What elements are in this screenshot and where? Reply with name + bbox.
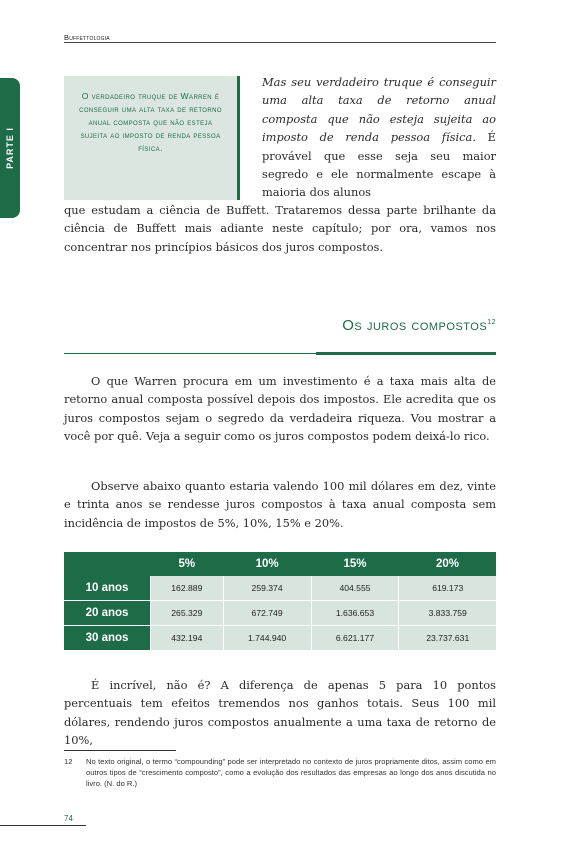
paragraph-1-text: O que Warren procura em um investimento é a taxa mais alta de retorno anual composta possível depois dos impostos. Ele acredita que os juros compostos sejam o segredo da verdadeira riqueza. Vou mostrar a você por quê. Veja a seguir como os juros compostos podem deixá-lo rico.	[64, 374, 496, 444]
paragraph-2-text: Observe abaixo quanto estaria valendo 100 mil dólares em dez, vinte e trinta anos se rendesse juros compostos à taxa anual composta sem incidência de impostos de 5%, 10%, 15% e 20%.	[64, 479, 496, 530]
page-number-rule	[0, 825, 86, 826]
footnote-number: 12	[64, 757, 73, 766]
paragraph-2	[64, 477, 496, 532]
table-cell: 6.621.177	[311, 626, 399, 651]
row-label: 10 anos	[64, 576, 151, 601]
table-cell: 3.833.759	[399, 601, 496, 626]
row-label: 30 anos	[64, 626, 151, 651]
paragraph-3	[64, 676, 496, 750]
intro-italic: Mas seu verdadeiro truque é conseguir uma alta taxa de retorno anual composta que não esteja sujeita ao imposto de renda pessoa física.	[262, 75, 496, 145]
footnote	[64, 756, 496, 790]
table-cell: 672.749	[223, 601, 311, 626]
section-title-text: Os juros compostos	[342, 317, 488, 334]
section-title	[250, 317, 496, 334]
table-header-row	[64, 552, 496, 576]
part-tab-label: PARTE I	[5, 127, 15, 169]
table-cell: 259.374	[223, 576, 311, 601]
footnote-ref: 12	[487, 319, 496, 326]
compound-interest-table	[64, 552, 496, 650]
intro-right-rest: É provável que esse seja seu maior segredo e ele normalmente escape à maioria dos alunos	[262, 130, 496, 200]
table-cell: 162.889	[151, 576, 224, 601]
table-row	[64, 626, 496, 651]
table-header-cell: 10%	[223, 552, 311, 576]
table-cell: 265.329	[151, 601, 224, 626]
table-cell: 432.194	[151, 626, 224, 651]
pull-quote: O verdadeiro truque de Warren é conseguir uma alta taxa de retorno anual composta que não esteja sujeita ao imposto de renda pessoa física.	[64, 76, 240, 200]
footnote-rule	[64, 750, 176, 751]
header-rule	[64, 42, 496, 43]
table-cell: 404.555	[311, 576, 399, 601]
paragraph-3-text: É incrível, não é? A diferença de apenas 5 para 10 pontos percentuais tem efeitos tremendos nos ganhos totais. Seus 100 mil dólares, rendendo juros compostos anualmente a uma taxa de retorno de 10%,	[64, 678, 496, 748]
table-cell: 1.636.653	[311, 601, 399, 626]
page-number: 74	[64, 814, 73, 823]
table-cell: 1.744.940	[223, 626, 311, 651]
paragraph-1	[64, 372, 496, 446]
table-cell: 23.737.631	[399, 626, 496, 651]
table-row	[64, 576, 496, 601]
table-header-cell	[64, 552, 151, 576]
intro-paragraph-right	[262, 73, 496, 202]
running-header: Buffettologia	[64, 33, 110, 42]
intro-paragraph-continued: que estudam a ciência de Buffett. Trataremos dessa parte brilhante da ciência de Buffett mais adiante neste capítulo; por ora, vamos nos concentrar nos princípios básicos dos juros compostos.	[64, 203, 496, 254]
section-rule-accent	[316, 352, 496, 355]
table-header-cell: 15%	[311, 552, 399, 576]
footnote-text: No texto original, o termo “compounding” pode ser interpretado no contexto de juros propriamente ditos, assim como em outros tipos de “crescimento composto”, como a evolução dos resultados das empresas ao longo dos anos discutida no livro. (N. do R.)	[86, 757, 496, 789]
row-label: 20 anos	[64, 601, 151, 626]
table-cell: 619.173	[399, 576, 496, 601]
part-tab	[0, 78, 20, 218]
table-row	[64, 601, 496, 626]
table-header-cell: 5%	[151, 552, 224, 576]
table-header-cell: 20%	[399, 552, 496, 576]
